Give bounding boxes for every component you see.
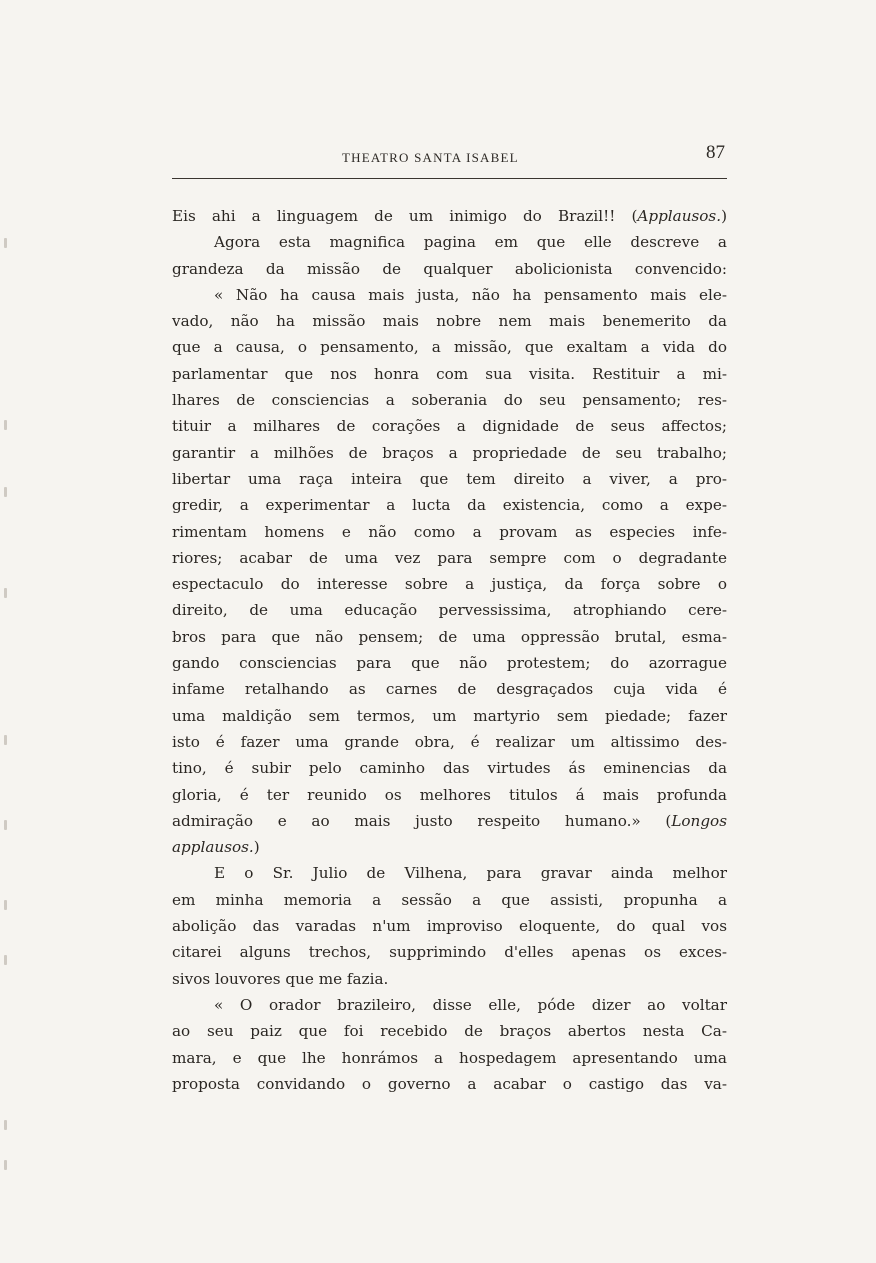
- body-text: [172, 203, 727, 1097]
- text-line: uma maldição sem termos, um martyrio sem piedade; fazer: [172, 706, 727, 725]
- text-line: « O orador brazileiro, disse elle, póde dizer ao voltar: [214, 995, 727, 1014]
- text-line: grandeza da missão de qualquer abolicionista convencido:: [172, 259, 727, 278]
- scan-speck: [4, 238, 7, 248]
- text-line: abolição das varadas n'um improviso eloquente, do qual vos: [172, 917, 727, 936]
- line-italic: Longos: [671, 811, 727, 830]
- text-line: mara, e que lhe honrámos a hospedagem apresentando uma: [172, 1048, 727, 1067]
- text-line: infame retalhando as carnes de desgraçados cuja vida é: [172, 680, 727, 699]
- text-line: vado, não ha missão mais nobre nem mais benemerito da: [172, 312, 727, 331]
- text-line: garantir a milhões de braços a propriedade de seu trabalho;: [172, 443, 727, 462]
- line-text: admiração e ao mais justo respeito humano.» (: [172, 811, 672, 830]
- scan-speck: [4, 420, 7, 430]
- text-line: ao seu paiz que foi recebido de braços abertos nesta Ca-: [172, 1022, 727, 1041]
- text-line: libertar uma raça inteira que tem direito a viver, a pro-: [172, 469, 727, 488]
- scan-speck: [4, 1160, 7, 1170]
- text-line: gloria, é ter reunido os melhores titulos á mais profunda: [172, 785, 727, 804]
- text-line: que a causa, o pensamento, a missão, que exaltam a vida do: [172, 338, 727, 357]
- text-line: parlamentar que nos honra com sua visita. Restituir a mi-: [172, 364, 727, 383]
- line-text: Eis ahi a linguagem de um inimigo do Brazil!! (: [172, 207, 638, 225]
- scan-speck: [4, 900, 7, 910]
- running-header: [172, 138, 727, 179]
- scan-speck: [4, 735, 7, 745]
- text-line: riores; acabar de uma vez para sempre com o degradante: [172, 548, 727, 567]
- text-line: tituir a milhares de corações a dignidade de seus affectos;: [172, 417, 727, 436]
- text-line: em minha memoria a sessão a que assisti, propunha a: [172, 890, 727, 909]
- scan-margin: [0, 0, 14, 1263]
- text-line: « Não ha causa mais justa, não ha pensamento mais ele-: [214, 285, 727, 304]
- text-line: [172, 834, 727, 860]
- text-line: direito, de uma educação pervessissima, atrophiando cere-: [172, 601, 727, 620]
- text-line: E o Sr. Julio de Vilhena, para gravar ainda melhor: [214, 864, 727, 883]
- text-line: gando consciencias para que não protestem; do azorrague: [172, 654, 727, 673]
- text-line: sivos louvores que me fazia.: [172, 969, 389, 988]
- running-title: THEATRO SANTA ISABEL: [342, 150, 519, 165]
- text-line: isto é fazer uma grande obra, é realizar um altissimo des-: [172, 732, 727, 751]
- text-line: lhares de consciencias a soberania do seu pensamento; res-: [172, 391, 727, 410]
- line-text: ): [253, 838, 260, 857]
- scan-speck: [4, 820, 7, 830]
- text-line: rimentam homens e não como a provam as especies infe-: [172, 522, 727, 541]
- scan-speck: [4, 1120, 7, 1130]
- text-line: gredir, a experimentar a lucta da existencia, como a expe-: [172, 496, 727, 515]
- scan-speck: [4, 487, 7, 497]
- text-line: [172, 808, 727, 834]
- line-text: ): [721, 207, 727, 225]
- page-number: 87: [706, 142, 725, 163]
- scan-speck: [4, 955, 7, 965]
- text-line: tino, é subir pelo caminho das virtudes ás eminencias da: [172, 759, 727, 778]
- scan-speck: [4, 588, 7, 598]
- line-italic: Applausos.: [637, 207, 722, 225]
- line-italic: applausos.: [172, 838, 254, 857]
- text-line: citarei alguns trechos, supprimindo d'elles apenas os exces-: [172, 943, 727, 962]
- text-line: espectaculo do interesse sobre a justiça, da força sobre o: [172, 575, 727, 594]
- text-line: [172, 203, 727, 229]
- text-line: bros para que não pensem; de uma oppressão brutal, esma-: [172, 627, 727, 646]
- text-line: Agora esta magnifica pagina em que elle descreve a: [214, 233, 727, 252]
- text-line: proposta convidando o governo a acabar o castigo das va-: [172, 1074, 727, 1093]
